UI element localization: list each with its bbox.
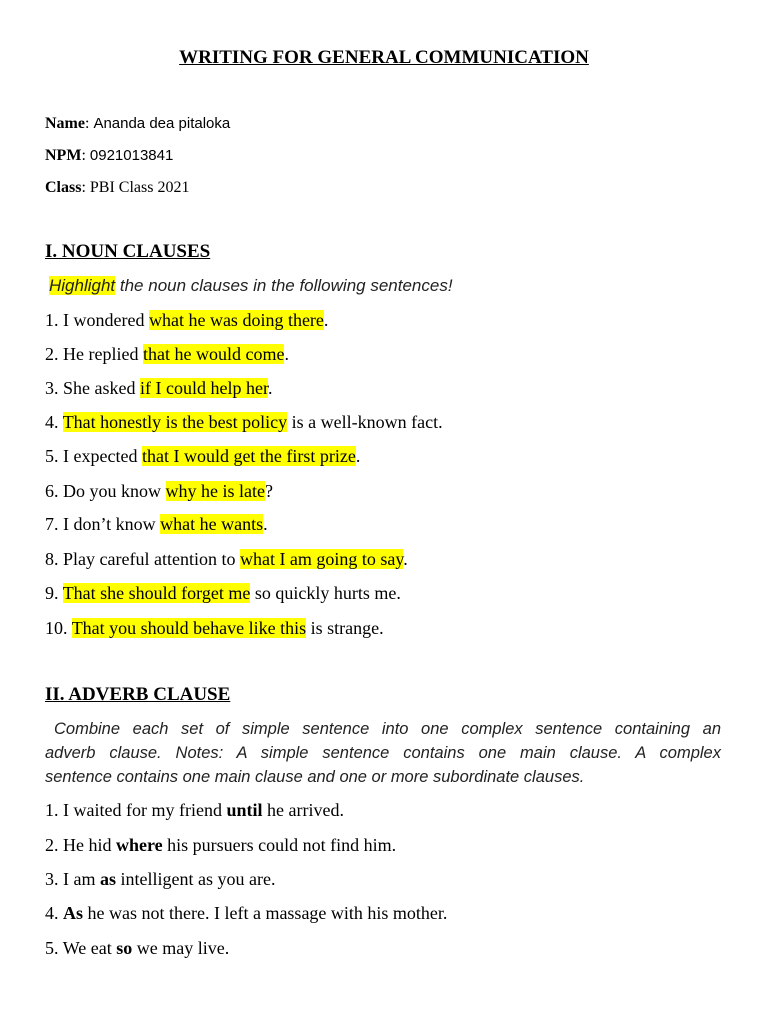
adverb-clause-item	[45, 938, 229, 959]
sentence-text: 4.	[45, 903, 63, 923]
adverb-clause-item	[45, 869, 275, 890]
sentence-text: is strange.	[306, 618, 384, 638]
noun-clause-item	[45, 412, 443, 433]
sentence-text: He hid	[63, 835, 116, 855]
sentence-text: Play careful attention to	[63, 549, 240, 569]
sentence-text: 5.	[45, 446, 63, 466]
highlighted-noun-clause: That honestly is the best policy	[62, 412, 288, 432]
highlighted-noun-clause: what he wants	[160, 514, 264, 534]
sentence-text: intelligent as you are.	[116, 869, 276, 889]
npm-label: NPM	[45, 147, 82, 164]
subordinating-conjunction: so	[116, 938, 133, 958]
noun-clause-item	[45, 583, 401, 604]
sentence-text: 3.	[45, 869, 63, 889]
sentence-text: ?	[264, 481, 273, 501]
highlighted-noun-clause: why he is late	[165, 481, 265, 501]
sentence-text: 1.	[45, 310, 63, 330]
sentence-text: .	[284, 344, 289, 364]
sentence-text: 7.	[45, 514, 63, 534]
sentence-text: he arrived.	[262, 800, 344, 820]
subordinating-conjunction: as	[99, 869, 116, 889]
sentence-text: Do you know	[63, 481, 166, 501]
sentence-text: I expected	[63, 446, 142, 466]
sentence-text: 1.	[45, 800, 63, 820]
class-label: Class	[45, 179, 82, 196]
sentence-text: I waited for my friend	[63, 800, 227, 820]
noun-clause-item	[45, 514, 268, 535]
sentence-text: I wondered	[63, 310, 149, 330]
sentence-text: 3.	[45, 378, 63, 398]
sentence-text: .	[403, 549, 408, 569]
sentence-text: I am	[63, 869, 100, 889]
sentence-text: We eat	[62, 938, 117, 958]
adverb-clause-item	[45, 903, 447, 924]
sentence-text: 10.	[45, 618, 72, 638]
section-noun-clauses-heading: I. NOUN CLAUSES	[45, 241, 211, 262]
adverb-clause-item	[45, 800, 344, 821]
instruction-line-2: adverb clause. Notes: A simple sentence contains one main clause. A complex	[45, 744, 721, 762]
document-title: WRITING FOR GENERAL COMMUNICATION	[179, 47, 589, 68]
sentence-text: .	[323, 310, 329, 330]
sentence-text: so quickly hurts me.	[250, 583, 401, 603]
instruction-line-1: Combine each set of simple sentence into one complex sentence containing an	[54, 720, 721, 738]
highlighted-noun-clause: what I am going to say	[239, 549, 404, 569]
noun-clause-item	[45, 446, 360, 467]
noun-clause-item	[45, 344, 289, 365]
subordinating-conjunction: As	[63, 903, 84, 923]
sentence-text: he was not there. I left a massage with his mother.	[83, 903, 448, 923]
noun-clause-item	[45, 378, 272, 399]
sentence-text: we may live.	[132, 938, 230, 958]
sentence-text: is a well-known fact.	[287, 412, 443, 432]
noun-clause-item	[45, 481, 273, 502]
sentence-text: 2.	[45, 344, 63, 364]
npm-value: 0921013841	[89, 147, 174, 164]
noun-clause-item	[45, 310, 328, 331]
sentence-text: I don’t know	[63, 514, 161, 534]
sentence-text: He replied	[63, 344, 143, 364]
highlighted-noun-clause: that he would come	[142, 344, 285, 364]
section-adverb-clause-heading: II. ADVERB CLAUSE	[45, 684, 231, 705]
sentence-text: his pursuers could not find him.	[162, 835, 397, 855]
sentence-text: 2.	[45, 835, 63, 855]
noun-clause-item	[45, 618, 384, 639]
name-label: Name	[45, 115, 85, 132]
instruction-highlight-word: Highlight	[49, 276, 116, 295]
highlighted-noun-clause: that I would get the first prize	[141, 446, 356, 466]
highlighted-noun-clause: That you should behave like this	[71, 618, 307, 638]
sentence-text: She asked	[63, 378, 140, 398]
class-value: PBI Class 2021	[89, 179, 190, 196]
npm-line: NPM: 0921013841	[45, 147, 174, 164]
highlighted-noun-clause: That she should forget me	[62, 583, 251, 603]
name-line: Name: Ananda dea pitaloka	[45, 115, 231, 132]
sentence-text: 5.	[45, 938, 63, 958]
highlighted-noun-clause: if I could help her	[139, 378, 268, 398]
sentence-text: .	[267, 378, 273, 398]
sentence-text: 8.	[45, 549, 63, 569]
adverb-clause-item	[45, 835, 396, 856]
noun-clause-item	[45, 549, 408, 570]
name-value: Ananda dea pitaloka	[93, 115, 231, 132]
adverb-clause-instruction	[45, 717, 721, 789]
subordinating-conjunction: until	[226, 800, 263, 820]
sentence-text: .	[263, 514, 268, 534]
highlighted-noun-clause: what he was doing there	[148, 310, 324, 330]
subordinating-conjunction: where	[116, 835, 163, 855]
sentence-text: 4.	[45, 412, 63, 432]
class-line: Class: PBI Class 2021	[45, 179, 190, 196]
sentence-text: 9.	[45, 583, 63, 603]
sentence-text: 6.	[45, 481, 63, 501]
instruction-line-3: sentence contains one main clause and one or more subordinate clauses.	[45, 768, 585, 786]
noun-clauses-instruction	[49, 276, 453, 296]
sentence-text: .	[355, 446, 361, 466]
instruction-rest: the noun clauses in the following sentences!	[115, 276, 453, 295]
